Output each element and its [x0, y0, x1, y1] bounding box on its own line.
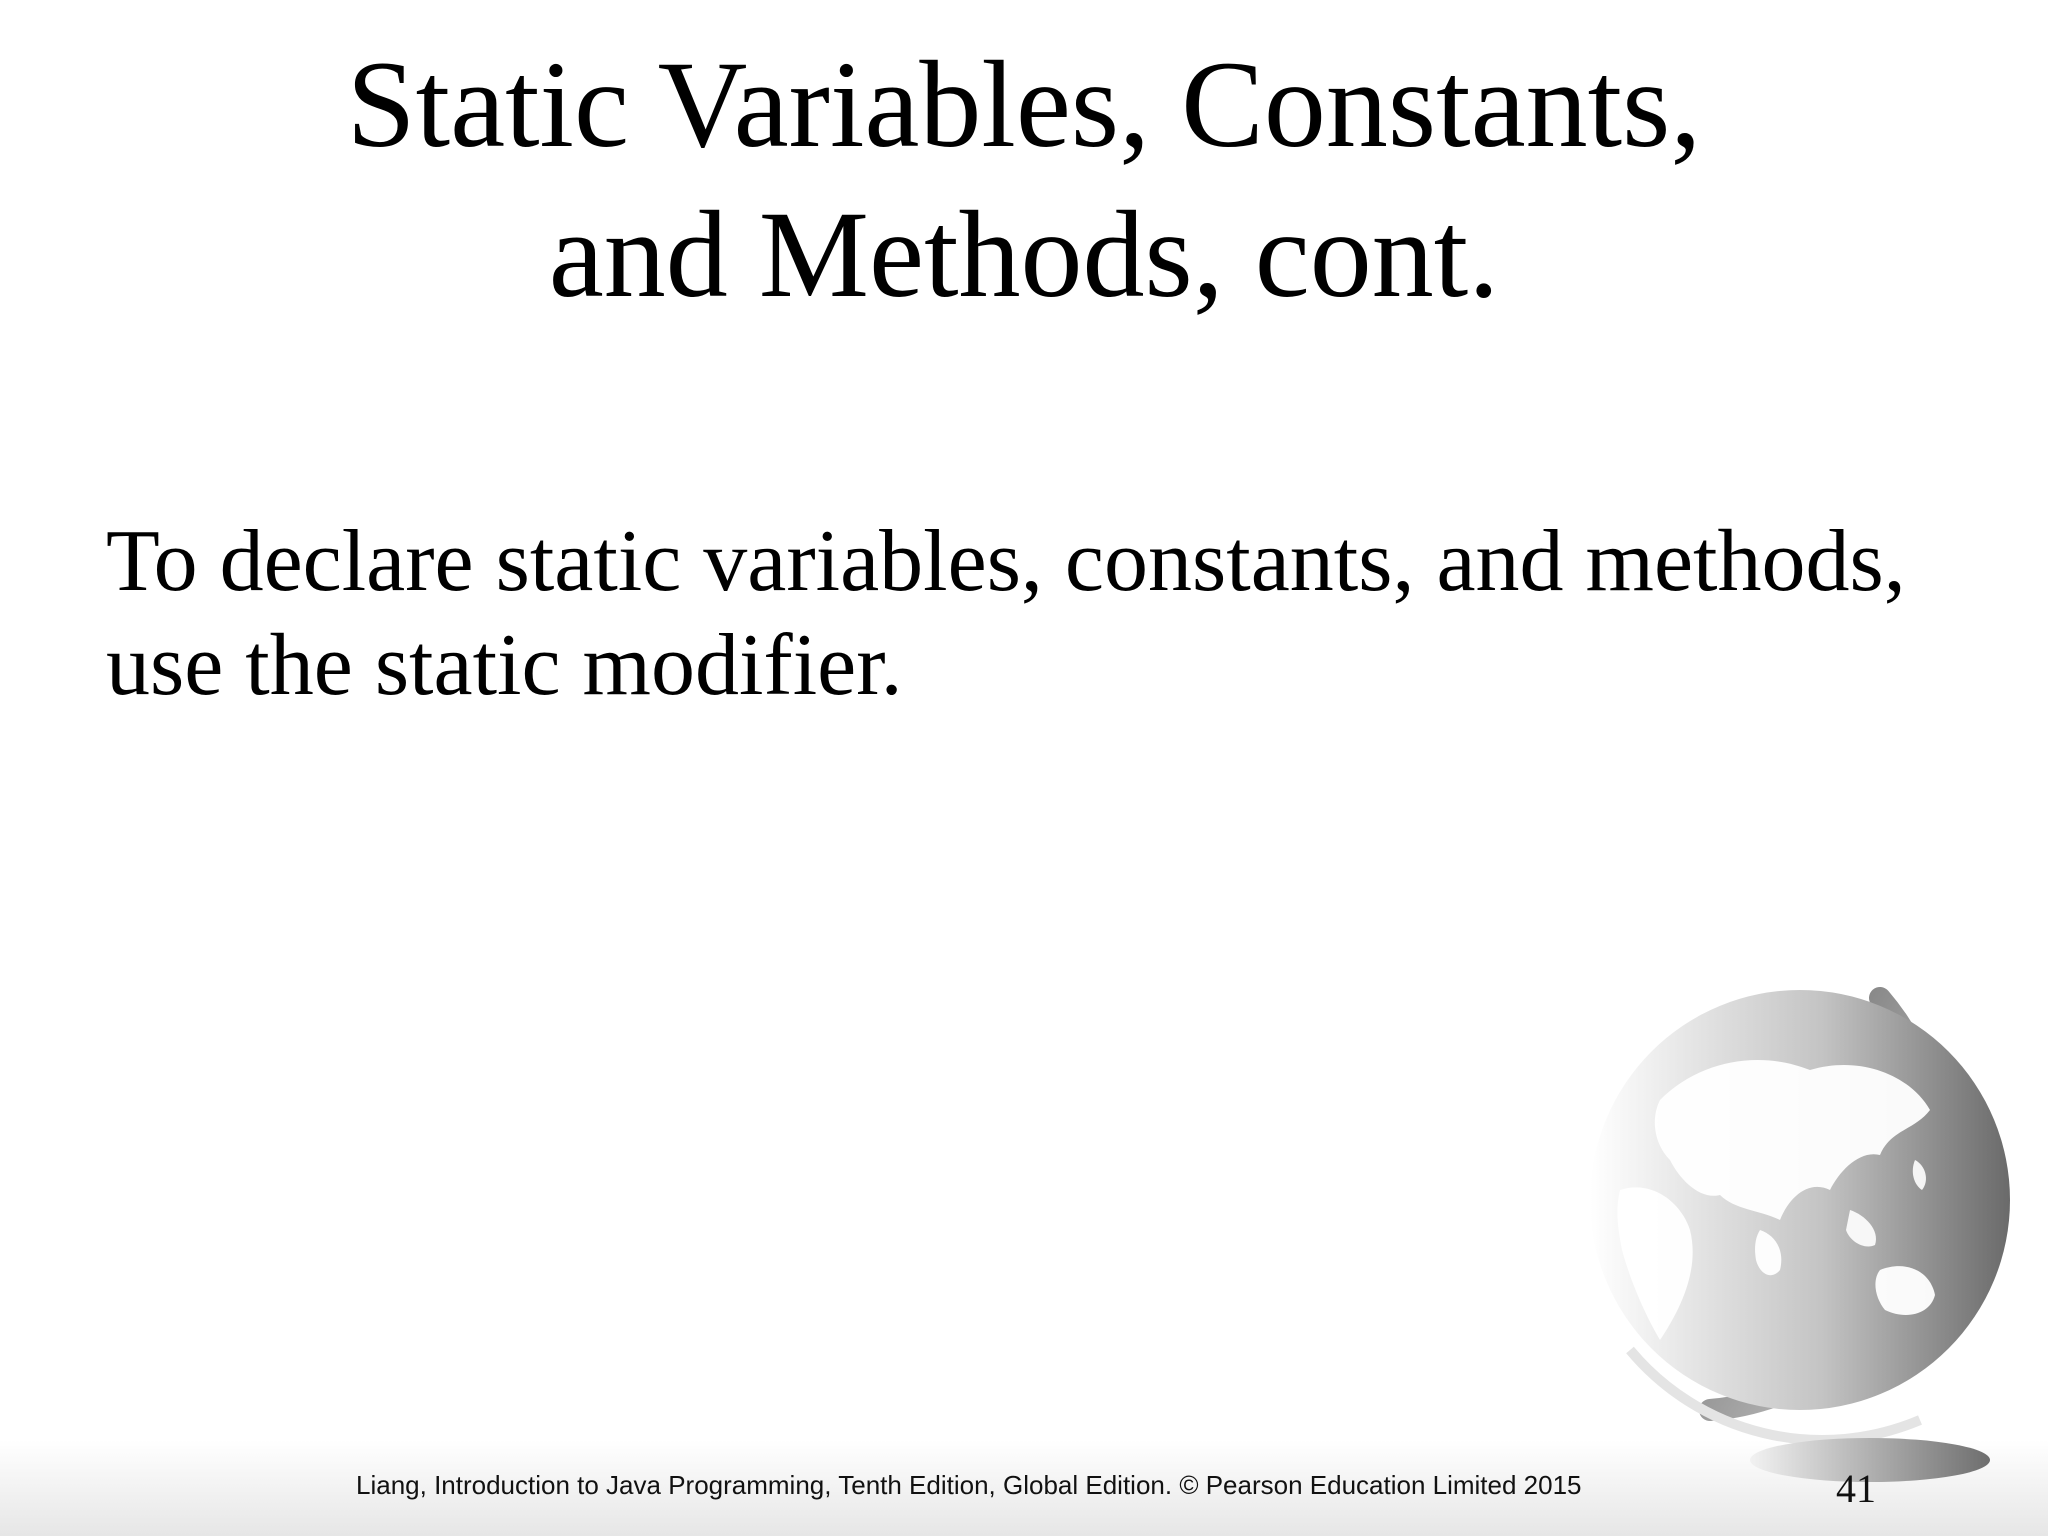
- title-line-1: Static Variables, Constants,: [346, 36, 1702, 173]
- slide-body: [106, 510, 1906, 718]
- page-number: 41: [1836, 1466, 1876, 1511]
- title-line-2: and Methods, cont.: [548, 186, 1500, 323]
- body-line-2: use the static modifier.: [106, 617, 903, 714]
- globe-icon: [1560, 980, 2040, 1500]
- footer-citation: Liang, Introduction to Java Programming, Tenth Edition, Global Edition. © Pearson Education Limited 2015: [356, 1470, 1582, 1500]
- slide-title: [150, 30, 1898, 330]
- body-line-1: To declare static variables, constants, and methods,: [106, 513, 1906, 610]
